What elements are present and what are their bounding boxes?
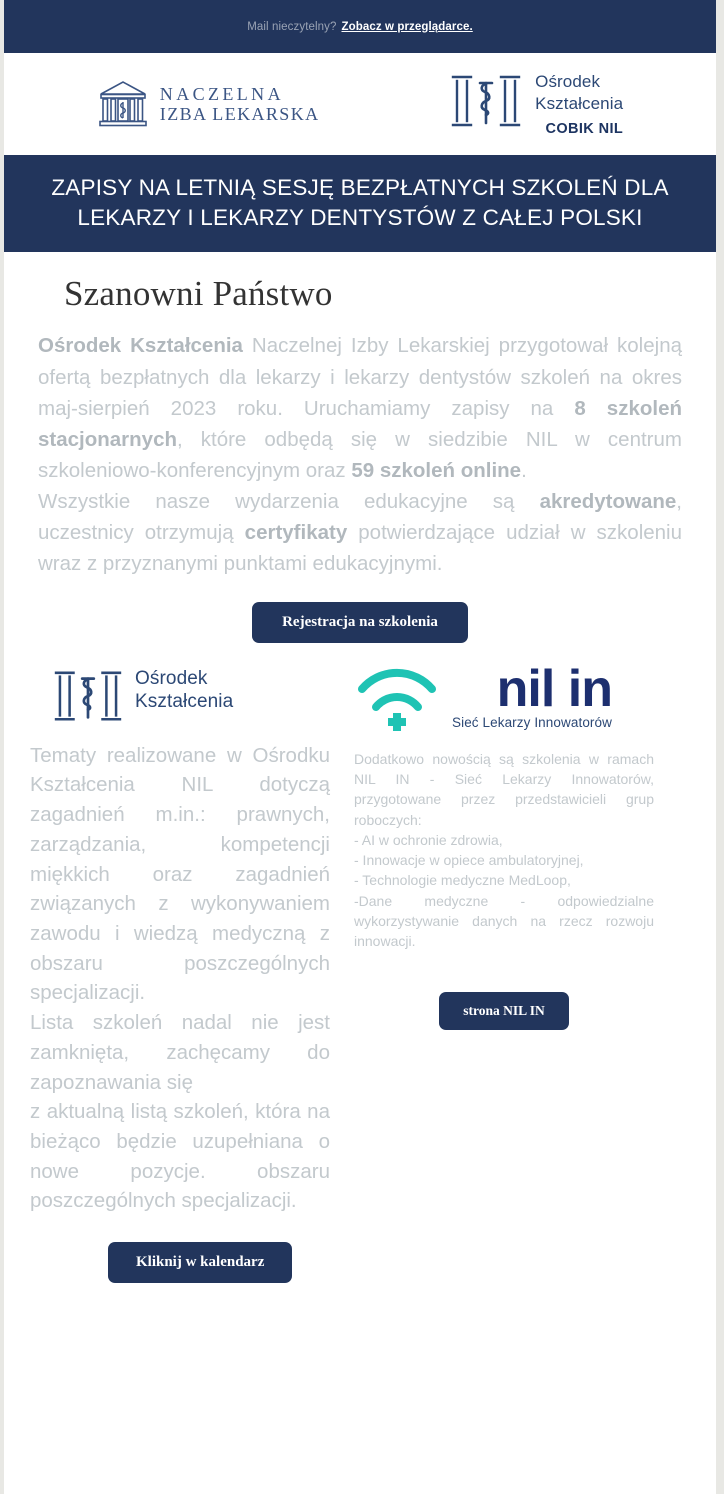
cobik-logo-line1: Ośrodek bbox=[535, 72, 601, 92]
intro2-text-3: potwierdzające udział w szkoleniu wraz z przyznanymi punktami edukacyjnymi. bbox=[38, 521, 683, 576]
calendar-button-row bbox=[30, 1216, 330, 1283]
page-title: ZAPISY NA LETNIĄ SESJĘ BEZPŁATNYCH SZKOLEŃ DLA LEKARZY I LEKARZY DENTYSTÓW Z CAŁEJ POLSKI bbox=[51, 175, 669, 230]
osrodek-ksztalcenia-logo[interactable] bbox=[52, 667, 330, 727]
intro-bold-1: Ośrodek Kształcenia bbox=[38, 334, 243, 358]
nil-logo-text bbox=[160, 85, 320, 123]
intro-text-2: , które odbędą się w siedzibie NIL w centrum szkoleniowo-konferencyjnym oraz bbox=[38, 427, 682, 482]
columns-asclepius-rod-icon bbox=[449, 71, 523, 133]
calendar-button[interactable]: Kliknij w kalendarz bbox=[108, 1242, 292, 1283]
cobik-logo[interactable] bbox=[449, 71, 623, 137]
intro2-bold-1: akredytowane bbox=[539, 490, 677, 514]
intro2-text-1: Wszystkie nasze wydarzenia edukacyjne są bbox=[38, 490, 540, 514]
right-list-item-4: -Dane medyczne - odpowiedzialne wykorzystywanie danych na rzecz rozwoju innowacji. bbox=[354, 892, 654, 950]
intro-text-3: . bbox=[521, 459, 527, 482]
preheader-bar bbox=[4, 0, 716, 53]
register-button-row bbox=[30, 580, 690, 643]
intro-text-1: Naczelnej Izby Lekarskiej przygotował kolejną ofertą bezpłatnych dla lekarzy i lekarzy dentystów szkoleń na okres maj-sierpień 2023 roku. Uruchamiamy zapisy na bbox=[38, 334, 682, 420]
osrodek-logo-line1: Ośrodek bbox=[135, 667, 208, 689]
nil-in-logo-text bbox=[452, 660, 612, 730]
logo-strip bbox=[4, 53, 716, 155]
intro-bold-3: 59 szkoleń online bbox=[351, 459, 522, 482]
nil-in-wordmark: nil in bbox=[496, 660, 612, 719]
view-in-browser-link[interactable]: Zobacz w przeglądarce. bbox=[341, 20, 473, 33]
nil-logo[interactable] bbox=[97, 78, 320, 130]
nil-logo-line2: IZBA LEKARSKA bbox=[159, 104, 320, 124]
intro-bold-2: 8 szkoleń stacjonarnych bbox=[38, 396, 682, 451]
register-button[interactable]: Rejestracja na szkolenia bbox=[252, 602, 468, 643]
nil-in-button[interactable]: strona NIL IN bbox=[439, 992, 569, 1030]
nil-logo-line1: NACZELNA bbox=[159, 84, 284, 104]
osrodek-logo-text bbox=[135, 667, 233, 715]
right-list-item-1: - AI w ochronie zdrowia, bbox=[354, 831, 503, 848]
greeting-heading: Szanowni Państwo bbox=[64, 274, 333, 314]
headline-banner bbox=[4, 155, 716, 252]
columns-asclepius-rod-icon bbox=[52, 667, 124, 727]
email-card bbox=[4, 0, 716, 1494]
intro-paragraph-1 bbox=[38, 330, 682, 486]
right-intro-paragraph: Dodatkowo nowością są szkolenia w ramach NIL IN - Sieć Lekarzy Innowatorów, przygotowane przez przedstawicieli grup roboczych: bbox=[354, 750, 654, 828]
wifi-plus-icon bbox=[354, 663, 440, 735]
left-paragraph-3: z aktualną listą szkoleń, która na bieżąco będzie uzupełniana o nowe pozycje. obszaru poszczególnych specjalizacji. bbox=[30, 1100, 330, 1213]
body-section bbox=[4, 252, 716, 642]
intro2-text-2: , uczestnicy otrzymują bbox=[38, 490, 682, 545]
right-column bbox=[354, 661, 654, 1030]
intro2-bold-2: certyfikaty bbox=[244, 521, 348, 545]
cobik-logo-line2: Kształcenia bbox=[535, 93, 624, 113]
preheader-text: Mail nieczytelny? bbox=[247, 20, 337, 33]
intro-paragraph-2 bbox=[38, 486, 682, 579]
nil-in-logo[interactable] bbox=[354, 660, 654, 735]
osrodek-logo-line2: Kształcenia bbox=[135, 691, 234, 713]
left-paragraph-2: Lista szkoleń nadal nie jest zamknięta, zachęcamy do zapoznawania się bbox=[30, 1011, 330, 1094]
nil-in-button-row bbox=[354, 952, 654, 1030]
cobik-logo-text bbox=[535, 71, 623, 137]
cobik-logo-line3: COBIK NIL bbox=[545, 120, 624, 137]
right-list-item-3: - Technologie medyczne MedLoop, bbox=[354, 872, 571, 889]
right-list-item-2: - Innowacje w opiece ambulatoryjnej, bbox=[354, 852, 584, 869]
two-column-section bbox=[4, 643, 716, 1284]
classical-building-caduceus-icon bbox=[97, 78, 149, 130]
nil-in-subtitle: Sieć Lekarzy Innowatorów bbox=[452, 715, 612, 730]
left-column bbox=[30, 661, 330, 1284]
left-paragraph-1: Tematy realizowane w Ośrodku Kształcenia NIL dotyczą zagadnień m.in.: prawnych, zarządzania, kompetencji miękkich oraz zagadnień związanych z wykonywaniem zawodu i wiedzą medyczną z obszaru poszczególnych specjalizacji. bbox=[30, 743, 330, 1005]
